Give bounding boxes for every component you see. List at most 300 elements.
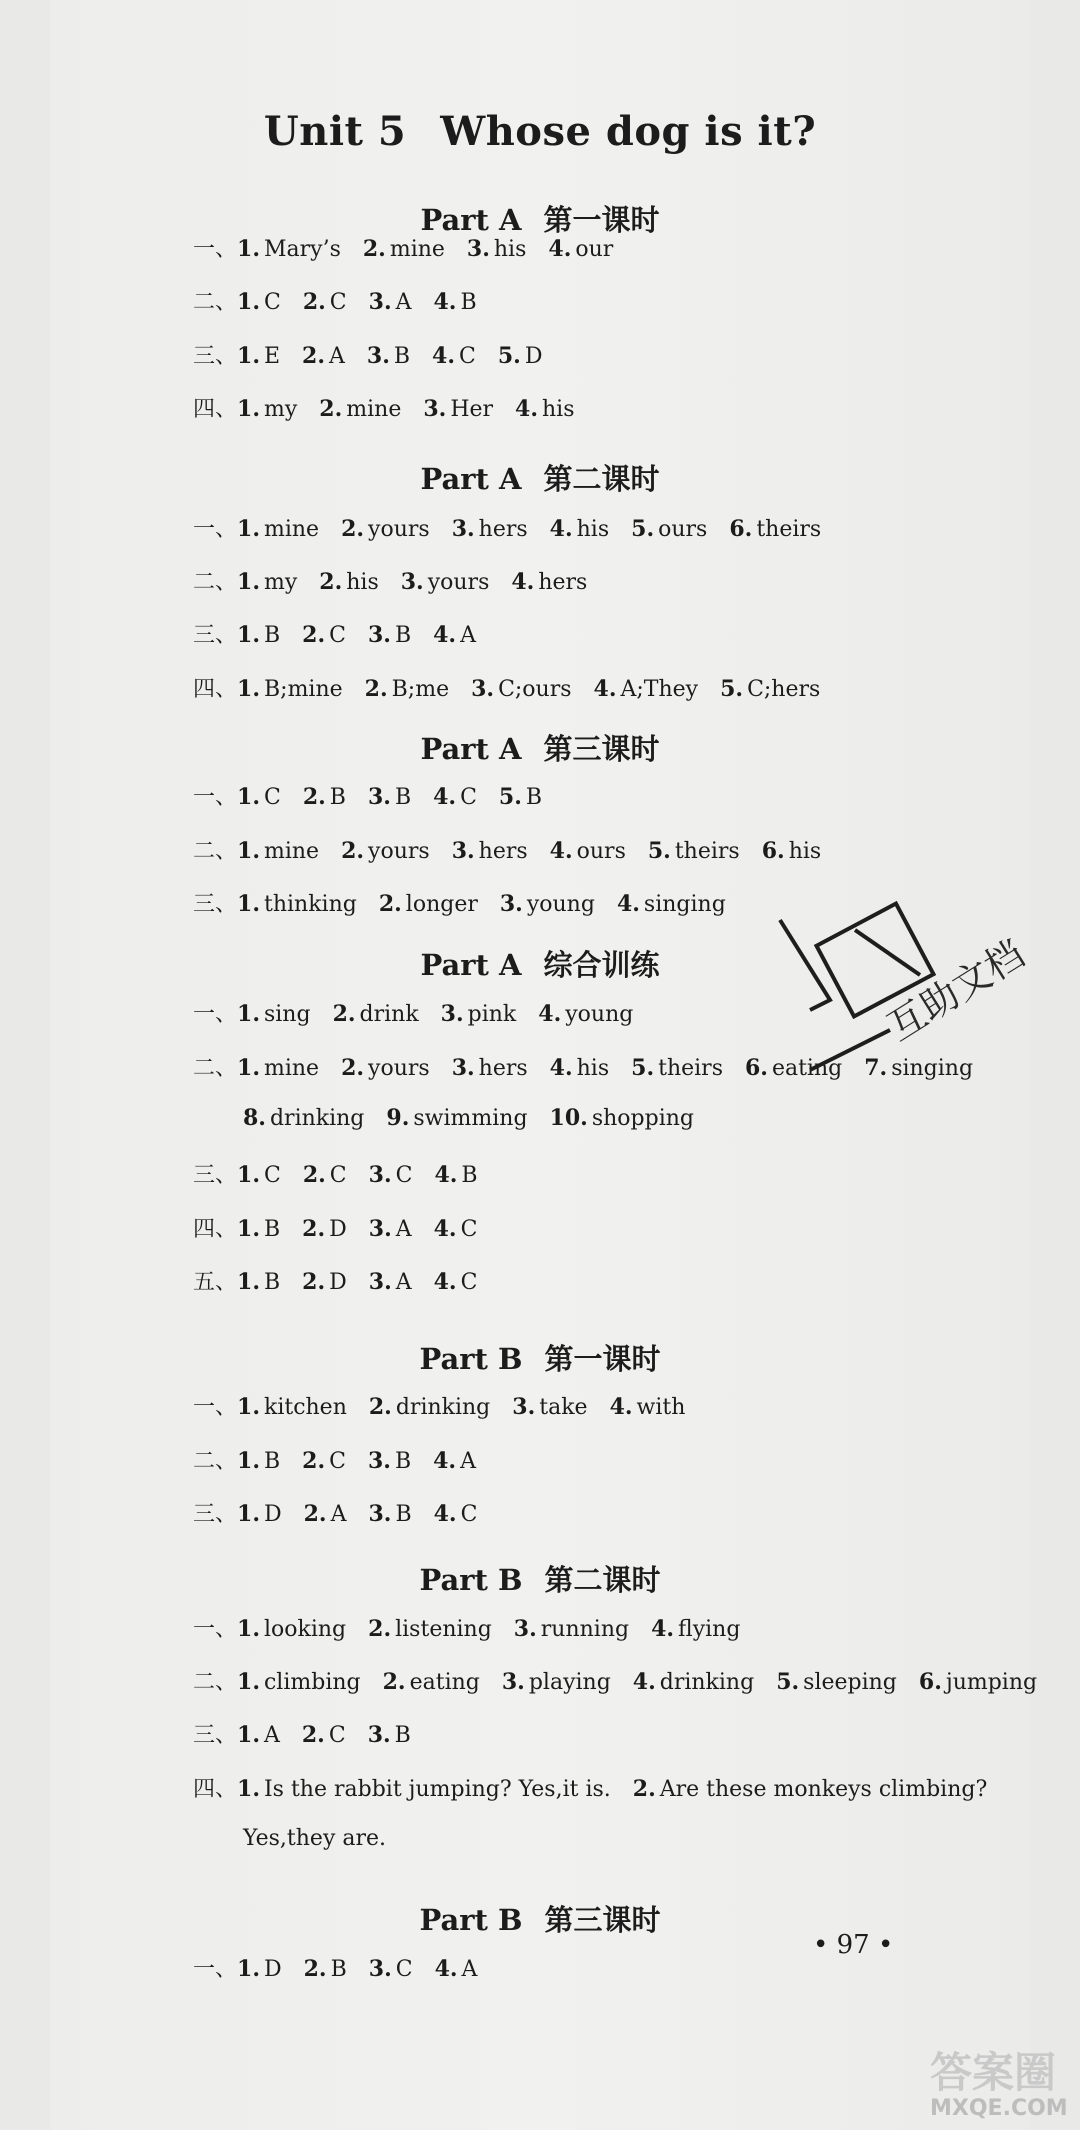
answer-item: [243, 1105, 364, 1131]
item-number: 3.: [367, 784, 391, 810]
item-number: 3.: [440, 1001, 464, 1027]
item-number: 2.: [302, 1448, 326, 1474]
item-answer: his: [542, 397, 575, 422]
item-answer: B: [330, 1957, 347, 1982]
item-answer: C: [328, 1723, 346, 1748]
answer-item: [237, 1669, 361, 1695]
item-answer: C: [263, 290, 281, 315]
item-number: 3.: [368, 1956, 392, 1982]
item-number: 3.: [367, 1722, 391, 1748]
item-number: 7.: [864, 1055, 888, 1081]
item-answer: A: [460, 1449, 476, 1474]
answer-item: [341, 1055, 430, 1081]
item-number: 3.: [471, 676, 495, 702]
answer-item: [452, 516, 528, 542]
item-answer: young: [565, 1002, 634, 1027]
item-number: 3.: [368, 1501, 392, 1527]
item-number: 3.: [499, 891, 523, 917]
item-number: 2.: [368, 1394, 392, 1420]
item-answer: yours: [427, 570, 490, 595]
item-number: 3.: [366, 343, 390, 369]
item-answer: sleeping: [803, 1670, 897, 1695]
item-number: 2.: [382, 1669, 406, 1695]
answer-line: [193, 1390, 707, 1421]
answer-item: [368, 784, 411, 810]
item-number: 4.: [433, 784, 457, 810]
item-answer: mine: [389, 237, 445, 262]
item-answer: A: [395, 290, 412, 315]
item-answer: B: [461, 1163, 478, 1188]
answer-item: [237, 1956, 282, 1982]
question-number: 一、: [193, 517, 238, 542]
answer-item: [514, 1616, 629, 1642]
answer-item: [776, 1669, 897, 1695]
item-answer: theirs: [674, 839, 740, 864]
item-answer: A: [263, 1723, 280, 1748]
item-number: 1.: [237, 784, 260, 810]
item-answer: his: [493, 237, 527, 262]
unit-name: Whose dog is it?: [440, 108, 817, 155]
stamp-text: 互助文档: [879, 931, 1032, 1050]
item-answer: our: [575, 237, 614, 262]
item-number: 4.: [511, 569, 535, 595]
item-answer: B: [263, 623, 281, 648]
item-answer: B: [394, 1449, 412, 1474]
item-answer: C: [460, 1270, 478, 1295]
item-number: 1.: [237, 396, 260, 422]
item-answer: playing: [528, 1670, 611, 1695]
answer-item: [368, 1722, 411, 1748]
item-number: 2.: [341, 1055, 365, 1081]
item-number: 5.: [647, 838, 671, 864]
item-number: 2.: [364, 676, 388, 702]
item-answer: his: [788, 839, 822, 864]
item-number: 1.: [237, 1001, 260, 1027]
question-number: 四、: [193, 1777, 238, 1802]
question-number: 三、: [193, 344, 238, 369]
item-answer: B;me: [391, 677, 450, 702]
item-number: 4.: [433, 1448, 457, 1474]
section-heading: Part B 第一课时: [419, 1342, 661, 1376]
item-number: 2.: [302, 1162, 326, 1188]
item-answer: longer: [405, 892, 478, 917]
answer-item: [237, 1448, 280, 1474]
answer-item: [432, 343, 476, 369]
answer-item: [237, 1001, 311, 1027]
item-answer: B: [460, 290, 477, 315]
item-answer: C: [263, 1163, 281, 1188]
item-number: 9.: [386, 1105, 410, 1131]
item-answer: running: [540, 1617, 630, 1642]
item-number: 3.: [466, 236, 490, 262]
answer-item: [302, 622, 346, 648]
item-answer: shopping: [591, 1106, 694, 1131]
item-number: 3.: [512, 1394, 536, 1420]
question-number: 一、: [193, 785, 238, 810]
answer-item: [434, 289, 477, 315]
item-number: 6.: [761, 838, 785, 864]
page-number: • 97 •: [813, 1930, 894, 1960]
answer-item: [550, 838, 626, 864]
item-number: 4.: [632, 1669, 656, 1695]
item-number: 5.: [776, 1669, 800, 1695]
item-number: 2.: [301, 1722, 325, 1748]
item-answer: climbing: [263, 1670, 361, 1695]
answer-item: [319, 396, 401, 422]
item-answer: C: [329, 1449, 346, 1474]
answer-item: [467, 236, 526, 262]
answer-item: [237, 516, 319, 542]
answer-item: [333, 1001, 419, 1027]
answer-item: [303, 289, 347, 315]
answer-item: [633, 1776, 987, 1802]
answer-item: [548, 236, 613, 262]
answer-item: [471, 676, 571, 702]
watermark-url: MXQE.COM: [930, 2096, 1068, 2121]
item-number: 1.: [237, 838, 260, 864]
item-number: 4.: [433, 1501, 457, 1527]
item-number: 10.: [549, 1105, 588, 1131]
item-number: 4.: [549, 516, 573, 542]
question-number: 四、: [193, 397, 238, 422]
item-number: 2.: [302, 343, 326, 369]
item-answer: drinking: [659, 1670, 755, 1695]
item-number: 1.: [237, 516, 260, 542]
item-number: 5.: [720, 676, 744, 702]
item-answer: C: [460, 1217, 478, 1242]
answer-item: [633, 1669, 754, 1695]
item-number: 2.: [332, 1001, 356, 1027]
question-number: 一、: [193, 1395, 238, 1420]
answer-item: [369, 1216, 412, 1242]
item-answer: drinking: [395, 1395, 491, 1420]
question-number: 三、: [193, 892, 238, 917]
item-number: 4.: [434, 1956, 458, 1982]
answer-item: [423, 396, 493, 422]
item-answer: C: [459, 344, 476, 369]
answer-item: [452, 1055, 528, 1081]
answer-item: [452, 838, 528, 864]
answer-line: [193, 672, 842, 703]
item-number: 3.: [368, 1269, 392, 1295]
item-number: 2.: [319, 396, 343, 422]
item-number: 5.: [631, 516, 655, 542]
item-number: 4.: [538, 1001, 562, 1027]
answer-page: [50, 0, 1038, 2130]
answer-item: [237, 289, 281, 315]
answer-item: [367, 343, 410, 369]
item-answer: thinking: [263, 892, 357, 917]
item-answer: young: [526, 892, 595, 917]
item-answer: jumping: [945, 1670, 1038, 1695]
item-answer: mine: [263, 839, 320, 864]
item-number: 8.: [243, 1105, 266, 1131]
answer-item: [237, 1394, 347, 1420]
item-answer: eating: [409, 1670, 480, 1695]
item-answer: ours: [658, 517, 708, 542]
item-number: 2.: [303, 1501, 327, 1527]
answer-line: [193, 565, 609, 596]
answer-line: [193, 1444, 498, 1475]
answer-item: [511, 569, 587, 595]
answer-line: [193, 285, 499, 316]
answer-line: [193, 834, 843, 865]
item-answer: B: [263, 1449, 281, 1474]
item-answer: yours: [368, 517, 430, 542]
item-answer: hers: [538, 570, 588, 595]
item-answer: Are these monkeys climbing?: [659, 1777, 988, 1802]
item-answer: theirs: [658, 1056, 723, 1081]
item-answer: A;They: [620, 677, 699, 702]
item-number: 2.: [302, 289, 326, 315]
answer-line: [243, 1826, 408, 1851]
section-heading: Part A 第三课时: [420, 732, 660, 766]
item-number: 2.: [632, 1776, 656, 1802]
page-title: [50, 108, 1030, 155]
answer-item: [512, 1394, 587, 1420]
item-answer: D: [329, 1217, 347, 1242]
answer-item: [243, 1826, 386, 1851]
item-number: 1.: [237, 1162, 260, 1188]
question-number: 二、: [193, 1056, 238, 1081]
answer-item: [368, 1448, 411, 1474]
answer-item: [538, 1001, 633, 1027]
question-number: 三、: [193, 623, 238, 648]
item-answer: hers: [478, 517, 528, 542]
answer-item: [651, 1616, 740, 1642]
item-answer: B: [394, 1723, 411, 1748]
item-answer: D: [524, 344, 543, 369]
item-number: 3.: [367, 622, 391, 648]
answer-item: [498, 343, 543, 369]
answer-item: [379, 891, 478, 917]
item-answer: Yes,they are.: [243, 1826, 387, 1851]
item-number: 4.: [515, 396, 539, 422]
item-answer: C: [395, 1957, 413, 1982]
answer-line: [193, 1612, 762, 1643]
answer-item: [237, 1776, 611, 1802]
question-number: 四、: [193, 1217, 238, 1242]
item-answer: drinking: [269, 1106, 365, 1131]
item-number: 4.: [549, 838, 573, 864]
item-number: 5.: [497, 343, 521, 369]
item-number: 4.: [593, 676, 617, 702]
item-number: 2.: [368, 1616, 392, 1642]
item-number: 4.: [434, 1162, 458, 1188]
watermark-logo: 答案圈: [930, 2048, 1057, 2097]
item-answer: Mary’s: [263, 237, 341, 262]
answer-item: [341, 838, 430, 864]
answer-item: [762, 838, 821, 864]
answer-line: [193, 1772, 1009, 1803]
answer-item: [237, 1055, 319, 1081]
answer-item: [433, 784, 477, 810]
item-answer: C: [460, 785, 477, 810]
item-answer: A: [461, 1957, 478, 1982]
answer-line: [193, 1265, 499, 1296]
answer-item: [237, 1162, 281, 1188]
item-number: 1.: [237, 1055, 260, 1081]
item-answer: theirs: [756, 517, 822, 542]
question-number: 三、: [193, 1723, 238, 1748]
answer-item: [434, 1269, 478, 1295]
answer-item: [369, 1956, 413, 1982]
answer-line: [193, 1497, 499, 1528]
item-number: 4.: [549, 1055, 573, 1081]
item-number: 1.: [237, 236, 260, 262]
item-number: 2.: [302, 622, 326, 648]
answer-item: [515, 396, 574, 422]
item-answer: eating: [771, 1056, 843, 1081]
item-number: 5.: [498, 784, 522, 810]
item-number: 4.: [548, 236, 572, 262]
unit-label: Unit 5: [263, 108, 407, 155]
answer-item: [237, 396, 297, 422]
question-number: 二、: [193, 290, 238, 315]
item-answer: with: [636, 1395, 686, 1420]
item-answer: B: [263, 1270, 281, 1295]
item-answer: hers: [478, 839, 528, 864]
question-number: 五、: [193, 1270, 238, 1295]
item-number: 3.: [368, 1216, 392, 1242]
item-answer: singing: [891, 1056, 974, 1081]
answer-item: [237, 1501, 282, 1527]
item-number: 3.: [423, 396, 447, 422]
item-number: 2.: [362, 236, 386, 262]
question-number: 一、: [193, 1002, 238, 1027]
item-number: 3.: [451, 516, 475, 542]
answer-item: [302, 1448, 346, 1474]
item-number: 2.: [341, 838, 365, 864]
item-answer: his: [576, 517, 610, 542]
answer-item: [720, 676, 820, 702]
item-number: 1.: [237, 1394, 260, 1420]
item-number: 3.: [368, 289, 392, 315]
answer-item: [435, 1956, 478, 1982]
item-number: 3.: [400, 569, 424, 595]
item-number: 4.: [433, 1216, 457, 1242]
item-number: 1.: [237, 1501, 260, 1527]
item-number: 1.: [237, 343, 260, 369]
item-number: 2.: [302, 1216, 326, 1242]
section-heading: Part B 第三课时: [419, 1903, 661, 1937]
answer-line: [193, 232, 635, 263]
item-answer: listening: [395, 1617, 492, 1642]
item-answer: A: [395, 1270, 412, 1295]
item-answer: B: [393, 344, 411, 369]
answer-item: [386, 1105, 527, 1131]
answer-line: [193, 1952, 499, 1983]
answer-item: [237, 784, 281, 810]
answer-item: [434, 1501, 478, 1527]
item-answer: B: [263, 1217, 281, 1242]
item-answer: mine: [263, 517, 320, 542]
answer-item: [237, 1722, 280, 1748]
item-number: 1.: [237, 1956, 260, 1982]
item-answer: yours: [368, 1056, 430, 1081]
answer-item: [500, 891, 595, 917]
item-number: 2.: [302, 784, 326, 810]
answer-line: [193, 1718, 433, 1749]
answer-item: [499, 784, 542, 810]
item-number: 3.: [513, 1616, 537, 1642]
answer-item: [365, 676, 449, 702]
answer-item: [302, 1216, 347, 1242]
section-heading: Part A 第二课时: [420, 462, 660, 496]
answer-item: [237, 676, 343, 702]
item-number: 1.: [237, 1616, 260, 1642]
item-answer: sing: [263, 1002, 311, 1027]
item-answer: A: [395, 1217, 412, 1242]
item-number: 1.: [237, 1216, 260, 1242]
answer-item: [319, 569, 378, 595]
item-answer: hers: [478, 1056, 528, 1081]
answer-item: [237, 1216, 280, 1242]
item-answer: swimming: [413, 1106, 528, 1131]
answer-item: [369, 1394, 490, 1420]
answer-item: [368, 1501, 411, 1527]
answer-item: [631, 516, 707, 542]
answer-item: [434, 1162, 477, 1188]
answer-item: [363, 236, 445, 262]
answer-item: [341, 516, 430, 542]
answer-item: [368, 1616, 492, 1642]
item-answer: pink: [467, 1002, 517, 1027]
item-number: 2.: [341, 516, 365, 542]
answer-line: [243, 1105, 716, 1131]
answer-item: [237, 236, 341, 262]
item-answer: A: [329, 344, 345, 369]
answer-item: [631, 1055, 723, 1081]
item-answer: C: [329, 623, 346, 648]
answer-line: [193, 887, 748, 918]
question-number: 二、: [193, 570, 238, 595]
item-answer: mine: [263, 1056, 320, 1081]
question-number: 二、: [193, 1449, 238, 1474]
item-answer: C: [263, 785, 281, 810]
answer-item: [550, 1055, 609, 1081]
item-number: 1.: [237, 1722, 260, 1748]
question-number: 一、: [193, 237, 238, 262]
item-number: 2.: [319, 569, 343, 595]
item-number: 4.: [433, 289, 457, 315]
answer-item: [383, 1669, 480, 1695]
answer-item: [550, 1105, 694, 1131]
item-answer: B: [395, 1502, 412, 1527]
question-number: 一、: [193, 1957, 238, 1982]
item-answer: E: [263, 344, 281, 369]
item-number: 2.: [378, 891, 402, 917]
section-heading: Part A 综合训练: [420, 948, 660, 982]
answer-line: [193, 392, 597, 423]
item-number: 4.: [433, 1269, 457, 1295]
item-answer: B;mine: [263, 677, 343, 702]
answer-item: [303, 784, 346, 810]
question-number: 二、: [193, 839, 238, 864]
item-answer: D: [263, 1502, 282, 1527]
item-answer: ours: [576, 839, 626, 864]
answer-item: [303, 1162, 347, 1188]
answer-item: [302, 1269, 347, 1295]
answer-item: [617, 891, 726, 917]
item-answer: C: [329, 290, 347, 315]
answer-item: [237, 891, 357, 917]
question-number: 三、: [193, 1163, 238, 1188]
answer-line: [193, 1665, 1059, 1696]
item-answer: mine: [346, 397, 402, 422]
item-number: 1.: [237, 569, 260, 595]
answer-item: [302, 1722, 346, 1748]
